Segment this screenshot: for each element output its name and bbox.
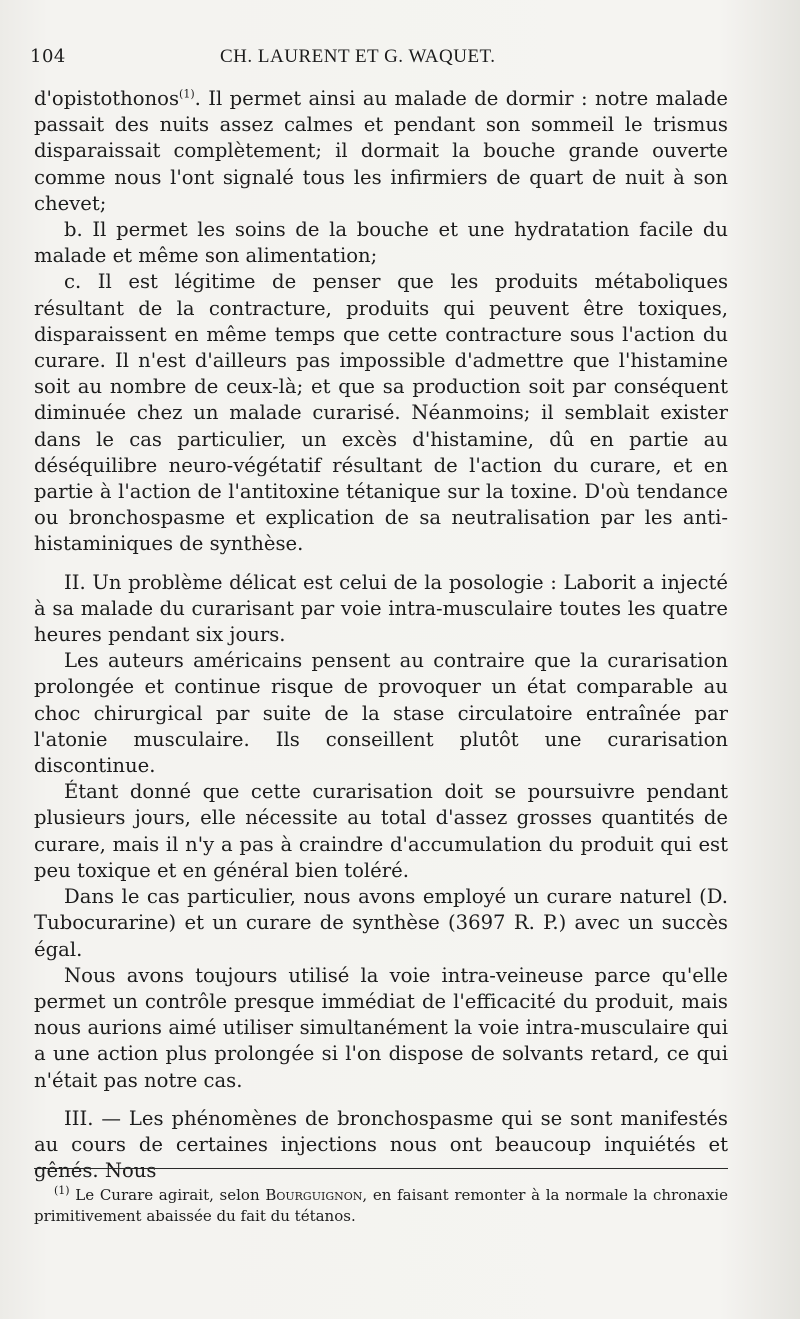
running-title: CH. LAURENT ET G. WAQUET. [220,46,496,67]
footnote-reference: (1) [179,87,195,101]
footnote-divider [34,1168,728,1169]
footnote-text-before: Le Curare agirait, selon [75,1186,260,1204]
paragraph: Nous avons toujours utilisé la voie intra-veineuse parce qu'elle permet un contrôle presque immédiat de l'efficacité du produit, mais nous aurions aimé utiliser simultanément la voie intra-musculaire qui a une action plus prolongée si l'on dispose de solvants retard, ce qui n'était pas notre cas. [34,963,728,1092]
paragraph: Les auteurs américains pensent au contraire que la curarisation prolongée et continue risque de provoquer un état comparable au choc chirurgical par suite de la stase circulatoire entraînée par l'atonie musculaire. Ils conseillent plutôt une curarisation discontinue. [34,649,728,778]
footnote-marker: (1) [54,1184,70,1197]
footnote [34,1185,728,1227]
footnote-author: Bourguignon [265,1186,363,1204]
paragraph-b: b. Il permet les soins de la bouche et une hydratation facile du malade et même son alimentation; [34,218,728,268]
paragraph-text: d'opistothonos [34,87,180,110]
footnote-text [34,1185,728,1227]
page-number: 104 [30,46,66,67]
section-ii-paragraph: II. Un problème délicat est celui de la posologie : Laborit a injecté à sa malade du curarisant par voie intra-musculaire toutes les quatre heures pendant six jours. [34,570,728,647]
body-text [34,86,728,1184]
running-head [30,40,730,74]
paragraph-c: c. Il est légitime de penser que les produits métaboliques résultant de la contracture, produits qui peuvent être toxiques, disparaissent en même temps que cette contracture sous l'action du curare. Il n'est d'ailleurs pas impossible d'admettre que l'histamine soit au nombre de ceux-là; et que sa production soit par conséquent diminuée chez un malade curarisé. Néanmoins; il semblait exister dans le cas particulier, un excès d'histamine, dû en partie au déséquilibre neuro-végétatif résultant de l'action du curare, et en partie à l'action de l'antitoxine tétanique sur la toxine. D'où tendance ou bronchospasme et explication de sa neutralisation par les anti-histaminiques de synthèse. [34,270,728,556]
footnote-text-after: , en faisant remonter à la normale la chronaxie primitivement abaissée du fait du tétanos. [34,1186,728,1225]
paragraph-continuation [34,86,728,217]
paragraph: Étant donné que cette curarisation doit se poursuivre pendant plusieurs jours, elle nécessite au total d'assez grosses quantités de curare, mais il n'y a pas à craindre d'accumulation du produit qui est peu toxique et en général bien toléré. [34,780,728,882]
paragraph: Dans le cas particulier, nous avons employé un curare naturel (D. Tubocurarine) et un curare de synthèse (3697 R. P.) avec un succès égal. [34,885,728,961]
paragraph-text: . Il permet ainsi au malade de dormir : notre malade passait des nuits assez calmes et pendant son sommeil le trismus disparaissait complètement; il dormait la bouche grande ouverte comme nous l'ont signalé tous les infirmiers de quart de nuit à son chevet; [34,87,728,215]
section-iii-paragraph: III. — Les phénomènes de bronchospasme qui se sont manifestés au cours de certaines injections nous ont beaucoup inquiétés et gênés. Nous [34,1106,728,1183]
